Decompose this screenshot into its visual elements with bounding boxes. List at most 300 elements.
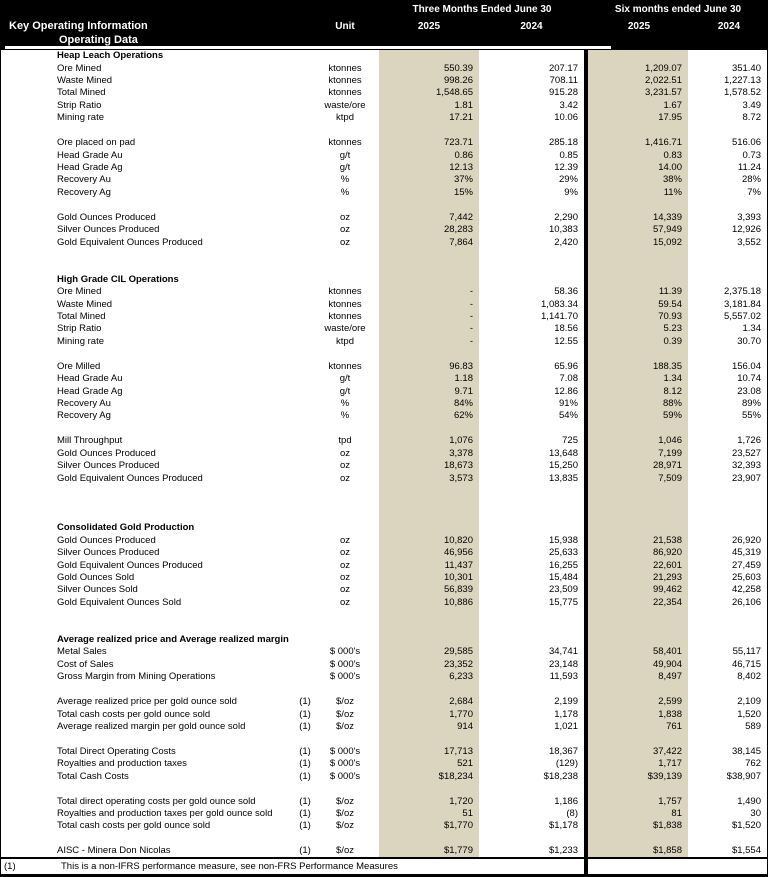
data-row	[1, 708, 767, 720]
unit-cell: oz	[339, 559, 351, 571]
section-header-row	[1, 634, 767, 646]
value-cell: 18,673	[379, 460, 479, 472]
footnote-ref: (1)	[299, 720, 311, 732]
value-cell	[379, 522, 479, 534]
value-cell: $38,907	[726, 770, 761, 782]
footnote-ref	[293, 646, 317, 658]
value-cell: 11,437	[379, 559, 479, 571]
value-cell	[588, 684, 688, 696]
value-cell	[479, 249, 584, 261]
value-cell: 88%	[588, 398, 688, 410]
value-cell: 89%	[741, 398, 761, 410]
unit-cell: ktonnes	[328, 311, 362, 323]
subtitle-underline	[5, 46, 611, 49]
unit-cell: $/oz	[336, 845, 354, 857]
value-cell: 998.26	[379, 75, 479, 87]
value-cell: 22,601	[588, 559, 688, 571]
value-cell: 51	[379, 808, 479, 820]
footnote-ref: (1)	[299, 696, 311, 708]
value-cell: 62%	[379, 410, 479, 422]
table-header	[1, 0, 767, 50]
value-cell: 56,839	[379, 584, 479, 596]
unit-cell: $ 000's	[329, 745, 361, 757]
value-cell: 351.40	[731, 62, 761, 74]
value-cell	[588, 423, 688, 435]
data-row	[1, 559, 767, 571]
footnote-ref	[293, 174, 317, 186]
value-cell	[379, 485, 479, 497]
value-cell: 1.34	[588, 373, 688, 385]
value-cell	[588, 634, 688, 646]
value-cell: 1,186	[554, 795, 578, 807]
unit-cell: $/oz	[336, 720, 354, 732]
row-label	[1, 684, 293, 696]
value-cell: 45,319	[731, 547, 761, 559]
value-cell: 54%	[558, 410, 578, 422]
value-cell	[688, 783, 767, 795]
footnote-ref	[293, 311, 317, 323]
row-label: Head Grade Ag	[57, 162, 123, 173]
footnote-ref	[293, 435, 317, 447]
data-row	[1, 149, 767, 161]
unit-cell	[317, 497, 373, 509]
column-group-six-months: Six months ended June 30	[614, 4, 742, 15]
value-cell	[479, 125, 584, 137]
value-cell: $18,234	[379, 770, 479, 782]
value-cell: 37,422	[588, 746, 688, 758]
value-cell	[688, 733, 767, 745]
value-cell: $1,770	[379, 820, 479, 832]
value-cell: 285.18	[548, 137, 578, 149]
footnote-ref	[293, 733, 317, 745]
unit-cell: oz	[339, 236, 351, 248]
row-label: Consolidated Gold Production	[57, 522, 195, 534]
value-cell: 0.86	[379, 149, 479, 161]
value-cell: 25,633	[548, 547, 578, 559]
value-cell: $1,554	[731, 845, 761, 857]
row-label	[1, 783, 293, 795]
row-label: Gold Ounces Produced	[57, 211, 156, 223]
value-cell: 3.49	[742, 99, 761, 111]
value-cell: $1,233	[548, 845, 578, 857]
value-cell: 26,106	[731, 596, 761, 608]
value-cell	[688, 274, 767, 286]
row-label	[1, 510, 293, 522]
value-cell	[379, 783, 479, 795]
unit-cell: ktonnes	[328, 75, 362, 87]
value-cell	[688, 497, 767, 509]
data-row	[1, 646, 767, 658]
footnote-ref: (1)	[299, 845, 311, 857]
value-cell	[479, 485, 584, 497]
row-label: Silver Ounces Produced	[57, 224, 160, 236]
value-cell: 23,527	[731, 447, 761, 459]
row-label: Gold Equivalent Ounces Produced	[57, 559, 203, 571]
value-cell: 55%	[741, 410, 761, 422]
value-cell: 27,459	[731, 559, 761, 571]
value-cell: 32,393	[731, 460, 761, 472]
year-header-6m-2024: 2024	[717, 21, 741, 32]
data-row	[1, 187, 767, 199]
data-row	[1, 174, 767, 186]
unit-cell: oz	[339, 460, 351, 472]
unit-cell: oz	[339, 547, 351, 559]
row-label: Gold Equivalent Ounces Sold	[57, 596, 182, 608]
value-cell: 15,092	[588, 236, 688, 248]
value-cell: 10,820	[379, 534, 479, 546]
unit-cell: %	[340, 410, 350, 422]
footnote-ref	[293, 671, 317, 683]
data-row	[1, 472, 767, 484]
value-cell: 0.85	[559, 149, 578, 161]
value-cell: 12.39	[554, 162, 578, 173]
footnote-text: This is a non-IFRS performance measure, see non-FRS Performance Measures	[61, 861, 398, 873]
row-label: Royalties and production taxes	[57, 758, 187, 770]
row-label: Silver Ounces Sold	[57, 584, 138, 596]
value-cell: 25,603	[731, 571, 761, 583]
value-cell	[588, 497, 688, 509]
row-label: Head Grade Au	[57, 373, 123, 385]
value-cell	[588, 50, 688, 62]
value-cell: $39,139	[588, 770, 688, 782]
year-header-6m-2025: 2025	[627, 21, 651, 32]
row-label: Strip Ratio	[57, 99, 102, 111]
value-cell	[688, 609, 767, 621]
row-label: Recovery Au	[57, 398, 111, 410]
value-cell	[379, 609, 479, 621]
value-cell	[688, 348, 767, 360]
value-cell: 29%	[558, 174, 578, 186]
data-row	[1, 721, 767, 733]
footnote-ref	[293, 149, 317, 161]
value-cell: 7.08	[559, 373, 578, 385]
footnote-ref	[293, 162, 317, 174]
footnote-ref	[293, 137, 317, 149]
data-row	[1, 75, 767, 87]
value-cell: 10,301	[379, 572, 479, 584]
footnote-ref	[293, 485, 317, 497]
unit-cell: oz	[339, 211, 351, 223]
row-label: Total direct operating costs per gold ounce sold	[57, 795, 256, 807]
footnote-ref	[293, 584, 317, 596]
spacer-row	[1, 497, 767, 509]
value-cell	[588, 261, 688, 273]
value-cell	[688, 485, 767, 497]
spacer-row	[1, 609, 767, 621]
column-group-three-months: Three Months Ended June 30	[412, 4, 552, 15]
value-cell: 156.04	[731, 360, 761, 372]
row-label	[1, 485, 293, 497]
value-cell: 30	[750, 807, 761, 819]
row-label: Mill Throughput	[57, 435, 123, 447]
value-cell: 2,022.51	[588, 75, 688, 87]
value-cell: $1,520	[731, 820, 761, 832]
value-cell	[588, 348, 688, 360]
value-cell: 3,231.57	[588, 87, 688, 99]
value-cell: 1,490	[737, 795, 761, 807]
value-cell: 1,520	[737, 708, 761, 720]
value-cell: 1,770	[379, 708, 479, 720]
value-cell: 28,971	[588, 460, 688, 472]
unit-cell	[317, 833, 373, 845]
value-cell: 15,775	[548, 596, 578, 608]
footnote-ref	[293, 398, 317, 410]
value-cell: 46,956	[379, 547, 479, 559]
value-cell	[379, 50, 479, 62]
row-label: Ore Mined	[57, 286, 102, 298]
value-cell	[479, 684, 584, 696]
value-cell	[688, 621, 767, 633]
footnote-ref	[293, 609, 317, 621]
footnote-ref	[293, 125, 317, 137]
value-cell: 15,938	[548, 534, 578, 546]
row-label: Ore Milled	[57, 360, 101, 372]
value-cell: 13,835	[548, 472, 578, 484]
value-cell: 10,383	[548, 224, 578, 236]
footnote-ref: (1)	[299, 770, 311, 782]
value-cell: 3.42	[559, 99, 578, 111]
footnote-ref	[293, 472, 317, 484]
footnote-ref	[293, 373, 317, 385]
value-cell	[588, 833, 688, 845]
value-cell: 59%	[588, 410, 688, 422]
spacer-row	[1, 733, 767, 745]
footnote-ref	[293, 597, 317, 609]
value-cell: 550.39	[379, 62, 479, 74]
unit-cell	[317, 510, 373, 522]
unit-cell: $/oz	[336, 820, 354, 832]
spacer-row	[1, 510, 767, 522]
unit-cell: $/oz	[336, 696, 354, 708]
value-cell: $1,858	[588, 845, 688, 857]
footnote-ref: (1)	[299, 745, 311, 757]
row-label: Recovery Ag	[57, 410, 111, 422]
row-label: Gold Ounces Produced	[57, 447, 156, 459]
unit-cell: $ 000's	[329, 671, 361, 683]
unit-cell	[317, 261, 373, 273]
row-label: Ore Mined	[57, 62, 102, 74]
value-cell	[479, 510, 584, 522]
value-cell: 11.24	[737, 162, 761, 173]
footnote-ref	[293, 522, 317, 534]
value-cell: 70.93	[588, 311, 688, 323]
value-cell	[588, 609, 688, 621]
row-label: AISC - Minera Don Nicolas	[57, 845, 171, 857]
data-row	[1, 236, 767, 248]
value-cell: 725	[562, 435, 578, 447]
unit-cell	[317, 249, 373, 261]
value-cell: 2,290	[554, 211, 578, 223]
data-row	[1, 385, 767, 397]
spacer-row	[1, 621, 767, 633]
footnote-ref	[293, 286, 317, 298]
value-cell: 23,509	[548, 584, 578, 596]
footnote-ref: (1)	[299, 758, 311, 770]
value-cell	[688, 261, 767, 273]
value-cell: 521	[379, 758, 479, 770]
data-row	[1, 746, 767, 758]
value-cell	[688, 249, 767, 261]
row-label: Gold Equivalent Ounces Produced	[57, 472, 203, 484]
value-cell	[379, 423, 479, 435]
value-cell: 1,227.13	[724, 75, 761, 87]
value-cell	[479, 274, 584, 286]
unit-cell	[317, 423, 373, 435]
unit-cell	[317, 50, 373, 62]
value-cell: -	[379, 311, 479, 323]
section-header-row	[1, 50, 767, 62]
value-cell	[588, 510, 688, 522]
footnote-ref	[293, 460, 317, 472]
value-cell: 16,255	[548, 559, 578, 571]
value-cell	[479, 833, 584, 845]
unit-cell: %	[340, 174, 350, 186]
value-cell	[379, 348, 479, 360]
value-cell: 15,250	[548, 460, 578, 472]
data-row	[1, 758, 767, 770]
value-cell	[588, 621, 688, 633]
value-cell	[588, 783, 688, 795]
unit-cell	[317, 125, 373, 137]
value-cell: 29,585	[379, 646, 479, 658]
value-cell	[588, 249, 688, 261]
value-cell: 38,145	[731, 745, 761, 757]
value-cell: -	[379, 298, 479, 310]
unit-cell: ktonnes	[328, 137, 362, 149]
footnote-ref	[293, 211, 317, 223]
footnote-ref	[293, 659, 317, 671]
value-cell	[688, 522, 767, 534]
footnote-ref: (1)	[299, 807, 311, 819]
value-cell: 1,838	[588, 708, 688, 720]
footnote-ref	[293, 50, 317, 62]
row-label: Total Mined	[57, 311, 106, 323]
value-cell: 81	[588, 808, 688, 820]
value-cell: 23,907	[731, 472, 761, 484]
value-cell	[688, 510, 767, 522]
data-row	[1, 62, 767, 74]
row-label: Average realized price per gold ounce sold	[57, 696, 237, 708]
year-header-3m-2025: 2025	[417, 21, 441, 32]
data-row	[1, 448, 767, 460]
data-row	[1, 808, 767, 820]
footnote-ref	[293, 559, 317, 571]
footnote-ref	[293, 833, 317, 845]
value-cell	[479, 522, 584, 534]
footnote-ref	[293, 510, 317, 522]
data-row	[1, 572, 767, 584]
value-cell	[379, 684, 479, 696]
value-cell: 13,648	[548, 447, 578, 459]
value-cell: 17.21	[379, 112, 479, 124]
footnote-ref: (1)	[299, 708, 311, 720]
value-cell: 708.11	[549, 75, 578, 87]
data-row	[1, 112, 767, 124]
value-cell: 8,497	[588, 671, 688, 683]
value-cell: 1.67	[588, 100, 688, 112]
data-row	[1, 584, 767, 596]
footnote-ref	[293, 783, 317, 795]
value-cell	[479, 621, 584, 633]
unit-cell	[317, 522, 373, 534]
row-label: Silver Ounces Produced	[57, 547, 160, 559]
value-cell: 589	[745, 720, 761, 732]
value-cell: 10.74	[737, 373, 761, 385]
data-row	[1, 298, 767, 310]
row-label	[1, 125, 293, 137]
spacer-row	[1, 833, 767, 845]
row-label: Head Grade Ag	[57, 385, 123, 397]
data-row	[1, 820, 767, 832]
row-label: Gold Ounces Produced	[57, 534, 156, 546]
footnote-row	[1, 859, 767, 874]
value-cell: 59.54	[588, 298, 688, 310]
unit-cell	[317, 274, 373, 286]
value-cell: -	[379, 323, 479, 335]
spacer-row	[1, 261, 767, 273]
unit-cell	[317, 783, 373, 795]
unit-cell: tpd	[338, 435, 352, 447]
value-cell: 23,148	[548, 658, 578, 670]
value-cell: 1.18	[379, 373, 479, 385]
unit-cell: $ 000's	[329, 770, 361, 782]
row-label: Metal Sales	[57, 646, 107, 658]
value-cell: 21,538	[588, 534, 688, 546]
value-cell: 28%	[741, 174, 761, 186]
unit-column-header: Unit	[335, 21, 355, 32]
value-cell	[479, 733, 584, 745]
footnote-ref	[293, 224, 317, 236]
unit-cell	[317, 485, 373, 497]
footnote-ref	[293, 261, 317, 273]
unit-cell: $ 000's	[329, 658, 361, 670]
data-row	[1, 361, 767, 373]
value-cell: 91%	[558, 398, 578, 410]
value-cell	[379, 274, 479, 286]
footnote-ref	[293, 410, 317, 422]
data-row	[1, 696, 767, 708]
value-cell: 11,593	[549, 671, 578, 683]
value-cell: 57,949	[588, 224, 688, 236]
value-cell: 12.55	[554, 335, 578, 347]
footnote-ref	[293, 572, 317, 584]
section-header-row	[1, 274, 767, 286]
value-cell: 58.36	[554, 286, 578, 298]
value-cell: 2,684	[379, 696, 479, 708]
footnote-ref	[293, 684, 317, 696]
unit-cell: oz	[339, 472, 351, 484]
unit-cell: waste/ore	[324, 323, 366, 335]
data-row	[1, 323, 767, 335]
unit-cell: $/oz	[336, 708, 354, 720]
row-label	[1, 621, 293, 633]
value-cell: 1,416.71	[588, 137, 688, 149]
value-cell: 762	[745, 758, 761, 770]
value-cell: 7,864	[379, 236, 479, 248]
value-cell: 1,046	[588, 435, 688, 447]
data-row	[1, 336, 767, 348]
row-label	[1, 423, 293, 435]
value-cell: 7,199	[588, 448, 688, 460]
value-cell: -	[379, 286, 479, 298]
unit-cell	[317, 621, 373, 633]
value-cell: (129)	[555, 758, 578, 770]
value-cell	[588, 274, 688, 286]
unit-cell: ktonnes	[328, 360, 362, 372]
row-label	[1, 609, 293, 621]
value-cell	[379, 249, 479, 261]
row-label: Average realized price and Average realized margin	[57, 634, 289, 646]
